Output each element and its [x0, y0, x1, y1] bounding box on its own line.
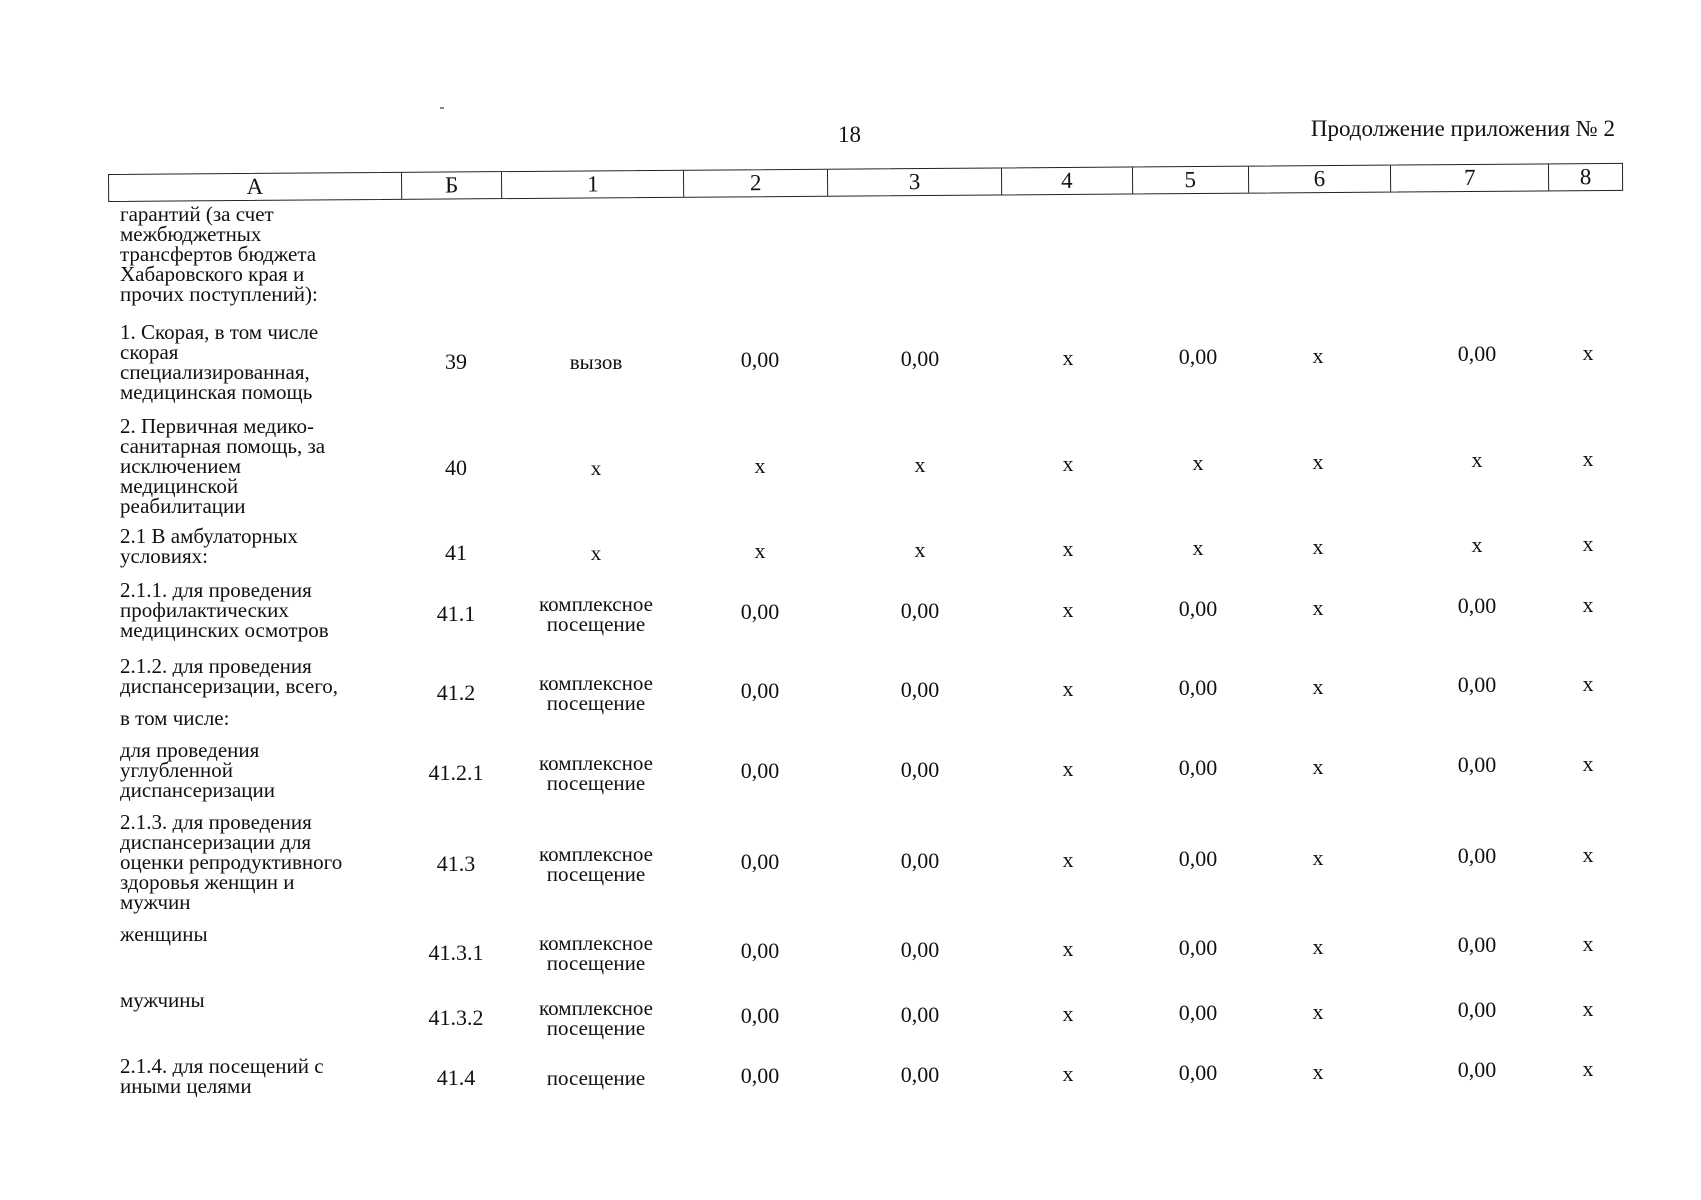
cell-c5: х [1192, 535, 1204, 560]
row-label: мужчины [120, 988, 205, 1012]
row-label: 2.1.2. для проведения диспансеризации, всего, [120, 654, 339, 698]
cell-c3: х [914, 452, 926, 477]
row-label: 2.1.4. для посещений с иными целями [120, 1054, 324, 1098]
row-label: 1. Скорая, в том числе скорая специализированная, медицинская помощь [120, 320, 319, 404]
cell-c5: х [1192, 450, 1204, 475]
cell-c5: 0,00 [1178, 344, 1218, 369]
header-col-b: Б [402, 172, 503, 199]
header-col-3: 3 [828, 168, 1002, 195]
cell-code: 41.3.2 [428, 1005, 484, 1030]
header-col-a: А [109, 173, 402, 201]
cell-c2: 0,00 [740, 758, 780, 783]
cell-code: 41.3.1 [428, 940, 484, 965]
cell-c2: 0,00 [740, 849, 780, 874]
header-col-7: 7 [1391, 164, 1549, 191]
cell-unit: комплексное посещение [539, 671, 653, 715]
header-col-6: 6 [1248, 166, 1391, 193]
cell-c5: 0,00 [1178, 596, 1218, 621]
cell-code: 40 [445, 455, 467, 480]
row-label: 2.1 В амбулаторных условиях: [120, 524, 298, 568]
cell-c3: х [914, 537, 926, 562]
cell-c4: х [1062, 1001, 1074, 1026]
cell-c4: х [1062, 597, 1074, 622]
cell-c4: х [1062, 451, 1074, 476]
cell-unit: комплексное посещение [539, 592, 653, 636]
cell-c8: х [1582, 592, 1594, 617]
row-label: в том числе: [120, 706, 230, 730]
cell-c8: х [1582, 996, 1594, 1021]
cell-c8: х [1582, 1056, 1594, 1081]
header-col-8: 8 [1579, 164, 1592, 190]
cell-c6: х [1312, 343, 1324, 368]
cell-c4: х [1062, 936, 1074, 961]
cell-c2: 0,00 [740, 678, 780, 703]
cell-code: 41 [445, 540, 467, 565]
cell-c6: х [1312, 754, 1324, 779]
cell-c7: 0,00 [1457, 997, 1497, 1022]
cell-c7: 0,00 [1457, 341, 1497, 366]
cell-code: 39 [445, 349, 467, 374]
cell-c2: 0,00 [740, 1003, 780, 1028]
row-label: 2. Первичная медико- санитарная помощь, за исключением медицинской реабилитации [120, 414, 326, 518]
cell-c8: х [1582, 842, 1594, 867]
cell-c7: 0,00 [1457, 672, 1497, 697]
cell-c5: 0,00 [1178, 755, 1218, 780]
cell-c6: х [1312, 845, 1324, 870]
row-label: 2.1.3. для проведения диспансеризации для оценки репродуктивного здоровья женщин и мужчин [120, 810, 343, 914]
cell-c3: 0,00 [900, 1002, 940, 1027]
cell-c2: х [754, 538, 766, 563]
row-label: гарантий (за счет межбюджетных трансфертов бюджета Хабаровского края и прочих поступлений): [120, 202, 318, 306]
cell-c5: 0,00 [1178, 935, 1218, 960]
cell-c4: х [1062, 1061, 1074, 1086]
cell-c6: х [1312, 534, 1324, 559]
cell-c2: 0,00 [740, 938, 780, 963]
cell-c6: х [1312, 449, 1324, 474]
cell-c3: 0,00 [900, 937, 940, 962]
cell-c6: х [1312, 674, 1324, 699]
cell-c4: х [1062, 847, 1074, 872]
cell-unit: х [590, 541, 602, 565]
cell-c3: 0,00 [900, 1062, 940, 1087]
cell-unit: посещение [546, 1066, 646, 1090]
cell-c5: 0,00 [1178, 675, 1218, 700]
cell-code: 41.2 [436, 680, 476, 705]
cell-c7: 0,00 [1457, 843, 1497, 868]
cell-unit: вызов [569, 350, 623, 374]
continuation-title: Продолжение приложения № 2 [1310, 116, 1615, 141]
cell-c7: 0,00 [1457, 752, 1497, 777]
cell-c7: х [1471, 447, 1483, 472]
cell-c2: 0,00 [740, 347, 780, 372]
cell-unit: комплексное посещение [539, 996, 653, 1040]
cell-unit: комплексное посещение [539, 931, 653, 975]
cell-c7: х [1471, 532, 1483, 557]
cell-c6: х [1312, 999, 1324, 1024]
header-col-5: 5 [1133, 167, 1249, 194]
cell-c8: х [1582, 751, 1594, 776]
cell-code: 41.4 [436, 1065, 476, 1090]
cell-code: 41.2.1 [428, 760, 484, 785]
cell-c3: 0,00 [900, 848, 940, 873]
cell-c5: 0,00 [1178, 1000, 1218, 1025]
cell-c8: х [1582, 931, 1594, 956]
row-label: для проведения углубленной диспансеризации [120, 738, 276, 802]
cell-c8: х [1582, 531, 1594, 556]
row-label: женщины [120, 922, 208, 946]
cell-c5: 0,00 [1178, 846, 1218, 871]
cell-c4: х [1062, 756, 1074, 781]
cell-c3: 0,00 [900, 346, 940, 371]
cell-unit: комплексное посещение [539, 842, 653, 886]
cell-c6: х [1312, 595, 1324, 620]
cell-c2: 0,00 [740, 1063, 780, 1088]
cell-c3: 0,00 [900, 757, 940, 782]
header-col-1: 1 [502, 171, 684, 198]
cell-c7: 0,00 [1457, 593, 1497, 618]
cell-c4: х [1062, 676, 1074, 701]
cell-c8: х [1582, 446, 1594, 471]
header-col-4: 4 [1002, 167, 1133, 194]
cell-code: 41.3 [436, 851, 476, 876]
cell-c7: 0,00 [1457, 1057, 1497, 1082]
cell-code: 41.1 [436, 601, 476, 626]
cell-c8: х [1582, 671, 1594, 696]
cell-c4: х [1062, 536, 1074, 561]
row-label: 2.1.1. для проведения профилактических медицинских осмотров [120, 578, 329, 642]
cell-c4: х [1062, 345, 1074, 370]
cell-unit: х [590, 456, 602, 480]
header-col-2: 2 [684, 170, 828, 197]
cell-c6: х [1312, 1059, 1324, 1084]
cell-unit: комплексное посещение [539, 751, 653, 795]
page-number: 18 [838, 122, 861, 147]
cell-c3: 0,00 [900, 677, 940, 702]
cell-c5: 0,00 [1178, 1060, 1218, 1085]
cell-c2: х [754, 453, 766, 478]
cell-c6: х [1312, 934, 1324, 959]
cell-c2: 0,00 [740, 599, 780, 624]
cell-c8: х [1582, 340, 1594, 365]
cell-c7: 0,00 [1457, 932, 1497, 957]
cell-c3: 0,00 [900, 598, 940, 623]
